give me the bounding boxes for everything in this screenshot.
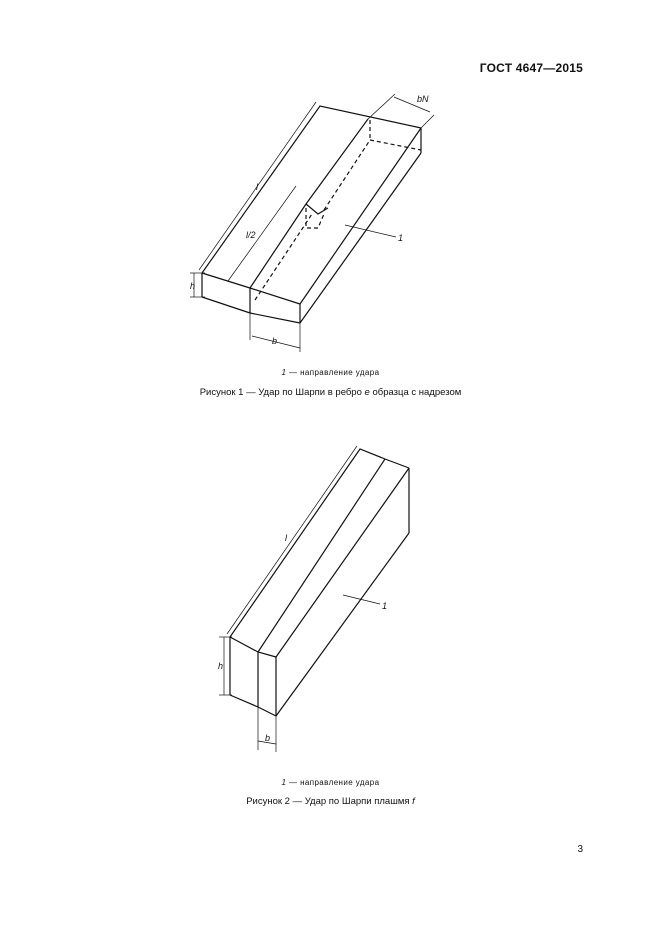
height-label: h [190,281,196,291]
notch-width-label: bN [417,94,429,104]
impact-pointer-label-2: 1 [382,601,388,611]
figure-1-legend: 1 — направление удара [281,368,380,377]
width-label: b [272,336,278,346]
figure-2-legend: 1 — направление удара [281,778,380,787]
page-number: 3 [577,844,583,855]
length-label-2: l [285,533,287,543]
width-label-2: b [265,733,271,743]
notch-position-label: l/2 [246,230,256,240]
standard-header: ГОСТ 4647—2015 [479,61,583,75]
figure-2-caption: Рисунок 2 — Удар по Шарпи плашмя f [246,796,415,807]
figure-2-drawing [0,430,661,775]
notch-hidden-lines [255,120,421,300]
impact-pointer-label: 1 [398,233,404,243]
figure-1-drawing [0,85,661,365]
specimen-1-outline [202,106,421,323]
dimension-lines-2 [219,446,380,752]
length-label: l [256,182,258,192]
height-label-2: h [218,661,224,671]
specimen-2-outline [230,449,409,716]
figure-1-caption: Рисунок 1 — Удар по Шарпи в ребро e образца с надрезом [199,387,462,398]
dimension-lines [190,94,434,352]
